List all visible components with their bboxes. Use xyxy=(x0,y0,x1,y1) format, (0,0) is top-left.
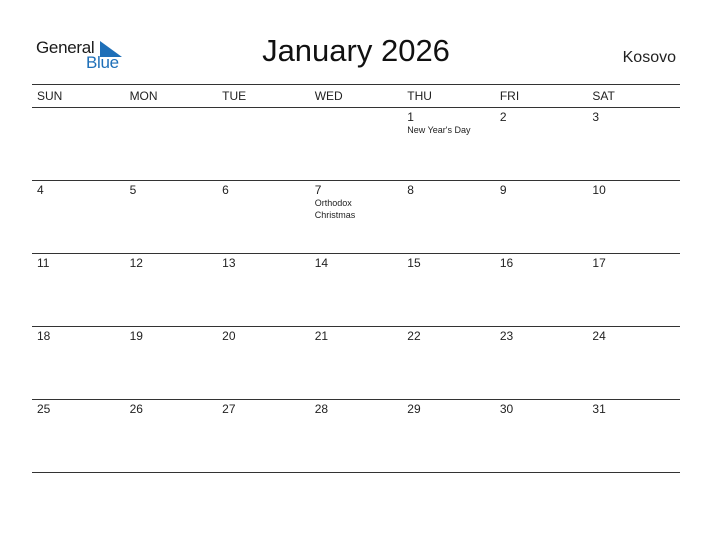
day-cell xyxy=(125,181,218,253)
day-number: 1 xyxy=(407,110,414,124)
day-cell xyxy=(32,254,125,326)
weekday-label: TUE xyxy=(222,89,247,103)
day-cell xyxy=(402,327,495,399)
day-number: 3 xyxy=(592,110,600,124)
day-number: 15 xyxy=(407,256,421,270)
day-number: 2 xyxy=(499,110,507,124)
day-number: 30 xyxy=(499,402,514,416)
weekday-label: SUN xyxy=(37,89,63,103)
logo-text-blue: Blue xyxy=(86,53,119,72)
logo-text-general: General xyxy=(36,38,95,57)
day-number: 31 xyxy=(592,402,606,416)
day-number: 6 xyxy=(222,183,229,197)
day-number: 27 xyxy=(222,402,236,416)
day-cell xyxy=(125,327,218,399)
day-cell xyxy=(495,327,588,399)
day-cell xyxy=(217,108,310,180)
day-number: 17 xyxy=(592,256,606,270)
day-number: 5 xyxy=(129,183,137,197)
day-cell xyxy=(495,400,588,472)
day-cell xyxy=(495,254,588,326)
day-cell xyxy=(217,327,310,399)
day-number: 4 xyxy=(37,183,44,197)
day-number: 11 xyxy=(37,256,50,270)
day-number: 10 xyxy=(592,183,606,197)
weekday-header xyxy=(32,84,680,108)
country-label: Kosovo xyxy=(622,49,676,66)
day-number: 20 xyxy=(222,329,236,343)
day-number: 24 xyxy=(592,329,606,343)
week-row xyxy=(32,181,680,254)
day-cell xyxy=(125,108,218,180)
day-cell xyxy=(495,108,588,180)
week-row xyxy=(32,327,680,400)
day-number: 29 xyxy=(407,402,421,416)
day-number: 9 xyxy=(499,183,507,197)
calendar-grid xyxy=(32,84,680,473)
day-cell xyxy=(32,327,125,399)
day-cell xyxy=(310,181,403,253)
day-cell xyxy=(587,181,680,253)
day-cell xyxy=(32,108,125,180)
day-cell xyxy=(587,108,680,180)
day-cell xyxy=(495,181,588,253)
day-number: 18 xyxy=(37,329,51,343)
day-cell xyxy=(310,254,403,326)
calendar-title: January 2026 xyxy=(262,33,450,68)
day-cell xyxy=(125,254,218,326)
day-number: 25 xyxy=(37,402,51,416)
day-cell xyxy=(32,181,125,253)
week-row xyxy=(32,400,680,473)
day-number: 8 xyxy=(407,183,414,197)
day-cell xyxy=(310,327,403,399)
day-cell xyxy=(587,327,680,399)
weekday-label: SAT xyxy=(592,89,615,103)
day-number: 21 xyxy=(314,329,329,343)
day-cell xyxy=(217,400,310,472)
day-cell xyxy=(310,108,403,180)
day-cell xyxy=(402,400,495,472)
weeks-container xyxy=(32,108,680,473)
day-cell xyxy=(587,400,680,472)
day-number: 26 xyxy=(129,402,143,416)
week-row xyxy=(32,254,680,327)
day-cell xyxy=(402,254,495,326)
day-number: 12 xyxy=(129,256,143,270)
day-cell xyxy=(587,254,680,326)
day-number: 16 xyxy=(499,256,514,270)
day-number: 22 xyxy=(407,329,421,343)
day-number: 7 xyxy=(314,183,322,197)
day-number: 28 xyxy=(314,402,329,416)
weekday-label: FRI xyxy=(499,89,520,103)
day-cell xyxy=(125,400,218,472)
holiday-label: Orthodox Christmas xyxy=(314,198,356,220)
day-cell xyxy=(217,254,310,326)
weekday-label: MON xyxy=(129,89,158,103)
day-cell xyxy=(402,181,495,253)
week-row xyxy=(32,108,680,181)
holiday-label: New Year's Day xyxy=(407,125,471,135)
weekday-label: THU xyxy=(407,89,432,103)
day-number: 14 xyxy=(314,256,329,270)
day-cell xyxy=(217,181,310,253)
day-number: 13 xyxy=(222,256,236,270)
day-number: 19 xyxy=(129,329,143,343)
weekday-label: WED xyxy=(314,89,343,103)
day-number: 23 xyxy=(499,329,514,343)
day-cell xyxy=(310,400,403,472)
day-cell xyxy=(402,108,495,180)
day-cell xyxy=(32,400,125,472)
